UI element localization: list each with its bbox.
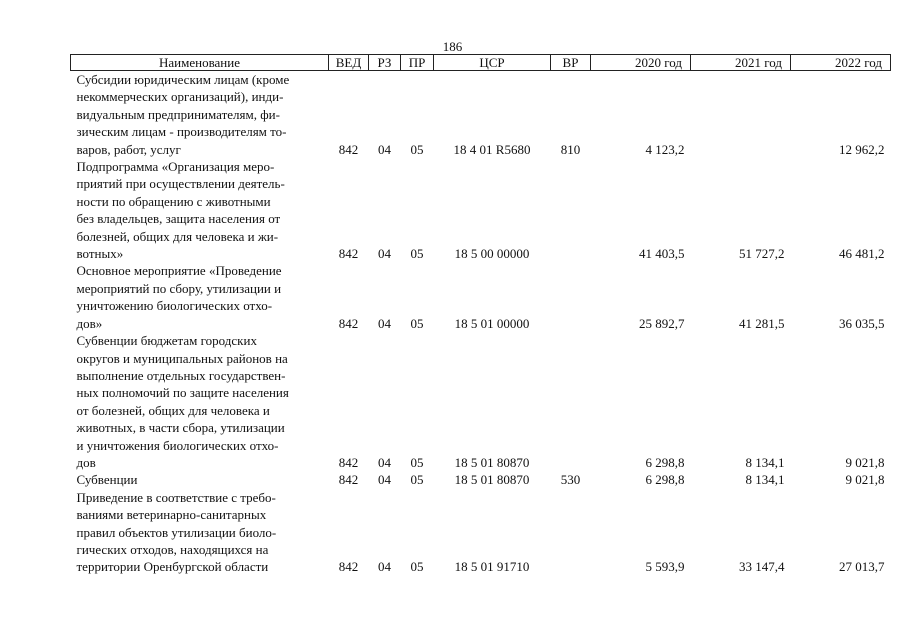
row-csr: 18 5 01 80870 <box>454 472 530 488</box>
row-vr <box>551 332 591 471</box>
row-ved: 842 <box>338 315 359 331</box>
budget-table <box>70 54 891 576</box>
row-vr: 810 <box>560 141 581 157</box>
table-row <box>71 471 891 488</box>
row-csr: 18 4 01 R5680 <box>453 141 531 157</box>
row-name: Подпрограмма «Организация меро- приятий при осуществлении деятель- ности по обращению с животными без владельцев, защита населения от болезней, общих для человека и жи- вотных» <box>76 159 285 262</box>
row-2020: 4 123,2 <box>645 141 685 157</box>
row-2020: 6 298,8 <box>645 472 685 488</box>
row-2021: 51 727,2 <box>739 246 785 262</box>
row-2022: 9 021,8 <box>845 454 885 470</box>
row-rz: 04 <box>378 246 391 262</box>
row-pr: 05 <box>410 454 424 470</box>
row-vr <box>551 262 591 332</box>
row-name: Приведение в соответствие с требо- ваниями ветеринарно-санитарных правил объектов утилизации биоло- гических отходов, находящихся на территории Оренбургской области <box>76 489 277 575</box>
row-csr: 18 5 01 80870 <box>454 454 530 470</box>
row-pr: 05 <box>410 559 424 575</box>
table-row <box>71 332 891 471</box>
row-ved: 842 <box>338 141 359 157</box>
header-csr: ЦСР <box>434 55 551 71</box>
row-rz: 04 <box>378 472 391 488</box>
row-2021: 8 134,1 <box>745 454 785 470</box>
table-row <box>71 71 891 159</box>
page-number: 186 <box>442 39 463 54</box>
row-pr: 05 <box>410 141 424 157</box>
row-2021: 33 147,4 <box>739 559 785 575</box>
row-csr: 18 5 01 91710 <box>454 559 530 575</box>
row-2022: 36 035,5 <box>839 315 885 331</box>
row-ved: 842 <box>338 472 359 488</box>
row-ved: 842 <box>338 246 359 262</box>
row-name: Субвенции <box>76 472 138 488</box>
row-2022: 46 481,2 <box>839 246 885 262</box>
row-2020: 5 593,9 <box>645 559 685 575</box>
row-vr <box>551 158 591 262</box>
row-rz: 04 <box>378 141 391 157</box>
header-rz: РЗ <box>369 55 401 71</box>
row-pr: 05 <box>410 315 424 331</box>
header-name: Наименование <box>71 55 329 71</box>
table-header-row <box>71 55 891 71</box>
row-2022: 12 962,2 <box>839 141 885 157</box>
row-2020: 6 298,8 <box>645 454 685 470</box>
header-2021: 2021 год <box>691 55 791 71</box>
header-vr: ВР <box>551 55 591 71</box>
row-csr: 18 5 01 00000 <box>454 315 530 331</box>
row-2022: 9 021,8 <box>845 472 885 488</box>
row-rz: 04 <box>378 559 391 575</box>
table-row <box>71 489 891 576</box>
table-row <box>71 262 891 332</box>
row-2021 <box>691 71 791 159</box>
row-2022: 27 013,7 <box>839 559 885 575</box>
row-name: Основное мероприятие «Проведение мероприятий по сбору, утилизации и уничтожению биологических отхо- дов» <box>76 263 282 331</box>
row-vr: 530 <box>560 472 581 488</box>
row-2020: 41 403,5 <box>639 246 685 262</box>
row-ved: 842 <box>338 559 359 575</box>
row-2021: 8 134,1 <box>745 472 785 488</box>
row-ved: 842 <box>338 454 359 470</box>
header-ved: ВЕД <box>329 55 369 71</box>
row-pr: 05 <box>410 246 424 262</box>
row-rz: 04 <box>378 315 391 331</box>
row-pr: 05 <box>410 472 424 488</box>
table-row <box>71 158 891 262</box>
row-csr: 18 5 00 00000 <box>454 246 530 262</box>
row-name: Субсидии юридическим лицам (кроме некоммерческих организаций), инди- видуальным предпринимателям, фи- зическим лицам - производителям то- варов, работ, услуг <box>76 72 290 157</box>
row-2021: 41 281,5 <box>739 315 785 331</box>
header-pr: ПР <box>401 55 434 71</box>
row-rz: 04 <box>378 454 391 470</box>
header-2022: 2022 год <box>791 55 891 71</box>
row-name: Субвенции бюджетам городских округов и муниципальных районов на выполнение отдельных государствен- ных полномочий по защите населения от болезней, общих для человека и животных, в части сбора, утилизации и уничтожения биологических отхо- дов <box>76 333 289 470</box>
row-vr <box>551 489 591 576</box>
row-2020: 25 892,7 <box>639 315 685 331</box>
header-2020: 2020 год <box>591 55 691 71</box>
